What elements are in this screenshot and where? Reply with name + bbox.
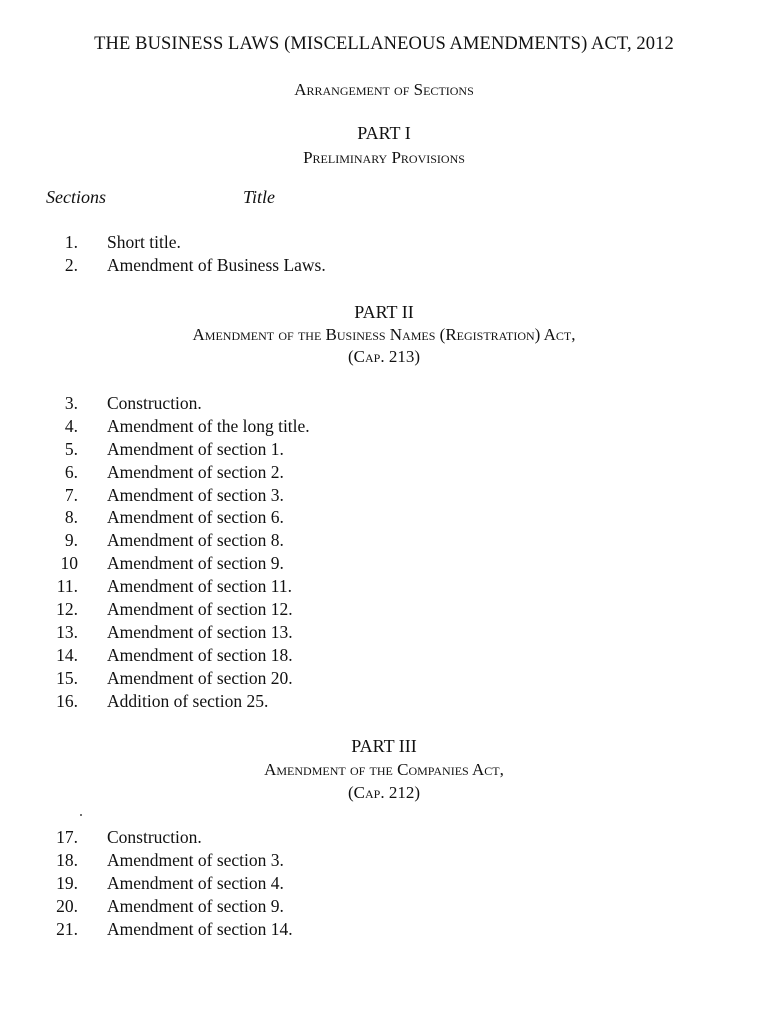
- section-number: 12.: [56, 599, 78, 620]
- section-number: 11.: [56, 576, 78, 597]
- section-number: 15.: [56, 667, 78, 688]
- section-title: Amendment of the long title.: [107, 415, 310, 436]
- section-title: Amendment of section 2.: [107, 461, 284, 482]
- section-number: 20.: [56, 895, 78, 916]
- section-number: 3.: [64, 393, 78, 413]
- section-title: Amendment of section 3.: [107, 849, 284, 870]
- section-number: 6.: [64, 461, 78, 482]
- section-title: Amendment of section 6.: [107, 507, 284, 528]
- section-title: Amendment of section 3.: [107, 484, 284, 505]
- part-2-name: Amendment of the Business Names (Registration) Act,: [192, 325, 576, 344]
- part-2-cap: (Cap. 213): [347, 347, 420, 366]
- section-number: 21.: [56, 918, 78, 939]
- section-number: 9.: [64, 530, 78, 551]
- section-row: [0, 529, 768, 552]
- section-row: [0, 438, 768, 461]
- section-title: Amendment of section 4.: [107, 872, 284, 893]
- title-column-header: Title: [243, 187, 276, 207]
- part-3-name: Amendment of the Companies Act,: [264, 760, 504, 779]
- section-number: 17.: [56, 827, 78, 847]
- section-title: Construction.: [107, 393, 202, 413]
- section-number: 16.: [56, 690, 78, 711]
- section-number: 13.: [56, 621, 78, 642]
- section-row: [0, 575, 768, 598]
- section-title: Amendment of section 11.: [107, 576, 293, 597]
- part-1-heading: PART I: [357, 123, 411, 143]
- part-2-heading: PART II: [354, 302, 414, 322]
- section-number: 14.: [56, 644, 78, 665]
- section-row: [0, 484, 768, 507]
- section-row: [0, 826, 768, 849]
- section-row: [0, 392, 768, 415]
- part-1-name: Preliminary Provisions: [303, 148, 465, 167]
- section-row: [0, 644, 768, 667]
- section-number: 8.: [64, 507, 78, 528]
- part-3-cap: (Cap. 212): [347, 783, 420, 802]
- section-row: [0, 254, 768, 277]
- section-row: [0, 849, 768, 872]
- section-row: [0, 415, 768, 438]
- section-number: 19.: [56, 872, 78, 893]
- section-title: Amendment of section 8.: [107, 530, 284, 551]
- section-row: [0, 461, 768, 484]
- document-title: THE BUSINESS LAWS (MISCELLANEOUS AMENDMENTS) ACT, 2012: [94, 34, 674, 54]
- section-number: 18.: [56, 849, 78, 870]
- section-number: 10: [60, 553, 78, 574]
- section-title: Amendment of section 14.: [107, 918, 293, 939]
- section-row: [0, 895, 768, 918]
- scan-speck: [80, 814, 82, 816]
- section-row: [0, 667, 768, 690]
- section-number: 4.: [64, 415, 78, 436]
- part-3-section-list: [0, 826, 768, 940]
- section-number: 1.: [64, 232, 78, 252]
- section-title: Short title.: [107, 232, 181, 252]
- section-row: [0, 621, 768, 644]
- arrangement-heading: Arrangement of Sections: [294, 80, 474, 99]
- section-number: 5.: [64, 438, 78, 459]
- part-1-section-list: [0, 231, 768, 277]
- section-title: Amendment of section 9.: [107, 553, 284, 574]
- section-row: [0, 552, 768, 575]
- section-title: Addition of section 25.: [107, 690, 269, 711]
- section-title: Amendment of section 18.: [107, 644, 293, 665]
- section-title: Amendment of section 13.: [107, 621, 293, 642]
- section-row: [0, 506, 768, 529]
- section-title: Amendment of section 12.: [107, 599, 293, 620]
- sections-column-header: Sections: [46, 187, 106, 207]
- section-row: [0, 872, 768, 895]
- section-title: Amendment of Business Laws.: [107, 254, 326, 275]
- section-row: [0, 690, 768, 713]
- section-title: Amendment of section 1.: [107, 438, 284, 459]
- section-title: Amendment of section 9.: [107, 895, 284, 916]
- section-title: Amendment of section 20.: [107, 667, 293, 688]
- section-number: 2.: [64, 254, 78, 275]
- section-number: 7.: [64, 484, 78, 505]
- section-row: [0, 598, 768, 621]
- section-title: Construction.: [107, 827, 202, 847]
- part-2-section-list: [0, 392, 768, 712]
- section-row: [0, 231, 768, 254]
- part-3-heading: PART III: [351, 736, 417, 756]
- section-row: [0, 918, 768, 941]
